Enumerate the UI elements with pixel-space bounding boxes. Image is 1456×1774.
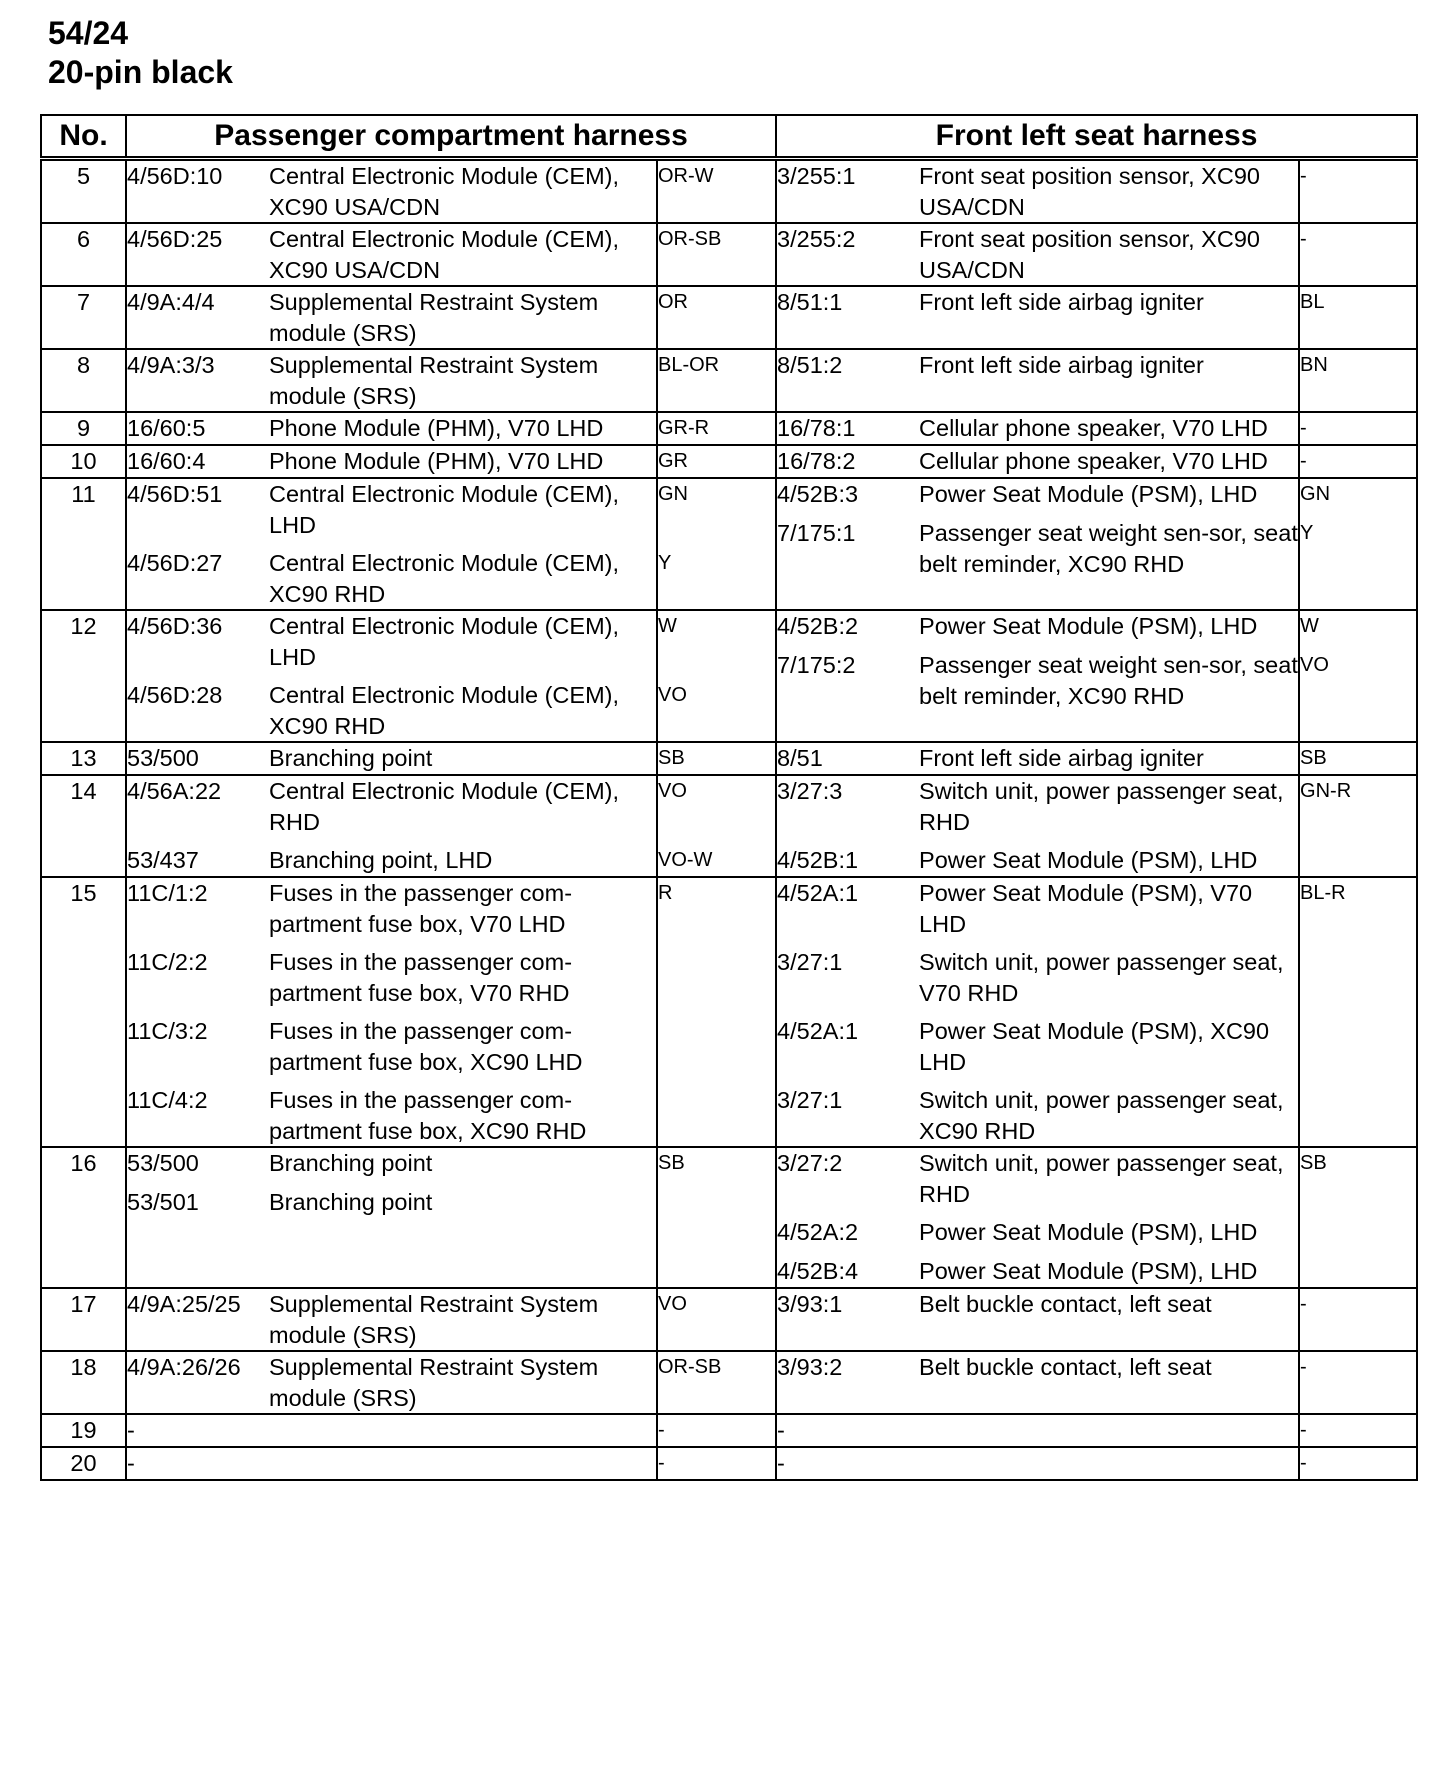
passenger-component-desc: Branching point bbox=[269, 745, 433, 771]
seat-wire-color-cell bbox=[1299, 223, 1417, 286]
seat-wire-color-cell bbox=[1299, 775, 1417, 877]
passenger-code-cell bbox=[126, 286, 269, 349]
seat-wire-color: - bbox=[1300, 417, 1307, 439]
passenger-connector-code: - bbox=[127, 1417, 135, 1443]
connector-title bbox=[48, 14, 233, 92]
seat-code-cell bbox=[776, 1288, 919, 1351]
seat-desc-cell bbox=[919, 1414, 1299, 1447]
passenger-code-cell bbox=[126, 1414, 269, 1447]
seat-code-cell bbox=[776, 223, 919, 286]
passenger-connector-code: 4/9A:3/3 bbox=[127, 352, 215, 378]
seat-component-desc: Switch unit, power passenger seat, XC90 RHD bbox=[919, 1087, 1284, 1144]
table-row bbox=[41, 478, 1417, 610]
seat-component-desc: Power Seat Module (PSM), LHD bbox=[919, 481, 1258, 507]
passenger-component-desc bbox=[269, 1448, 656, 1479]
table-row bbox=[41, 1414, 1417, 1447]
passenger-wire-color: SB bbox=[658, 747, 685, 769]
passenger-wire-color: OR-SB bbox=[658, 1356, 722, 1378]
table-row bbox=[41, 1288, 1417, 1351]
seat-connector-code: 4/52B:4 bbox=[777, 1258, 859, 1284]
pin-number: 11 bbox=[41, 478, 126, 610]
table-row bbox=[41, 286, 1417, 349]
seat-component-desc: Front left side airbag igniter bbox=[919, 745, 1204, 771]
seat-wire-color-cell bbox=[1299, 286, 1417, 349]
seat-wire-color: SB bbox=[1300, 747, 1327, 769]
passenger-connector-code: 4/9A:25/25 bbox=[127, 1291, 241, 1317]
seat-component-desc: Power Seat Module (PSM), LHD bbox=[919, 847, 1258, 873]
passenger-code-cell bbox=[126, 349, 269, 412]
seat-desc-cell bbox=[919, 1351, 1299, 1414]
seat-connector-code: 3/93:1 bbox=[777, 1291, 843, 1317]
seat-connector-code: - bbox=[777, 1450, 785, 1476]
pin-number: 15 bbox=[41, 877, 126, 1147]
passenger-desc-cell bbox=[269, 349, 657, 412]
passenger-component-desc: Supplemental Restraint System module (SRS) bbox=[269, 352, 599, 409]
seat-component-desc: Power Seat Module (PSM), XC90 LHD bbox=[919, 1018, 1270, 1075]
seat-code-cell bbox=[776, 349, 919, 412]
passenger-component-desc: Central Electronic Module (CEM), XC90 RHD bbox=[269, 550, 619, 607]
passenger-code-cell bbox=[126, 1447, 269, 1480]
seat-connector-code: 7/175:1 bbox=[777, 520, 856, 546]
seat-component-desc: Cellular phone speaker, V70 LHD bbox=[919, 415, 1268, 441]
seat-component-desc: Power Seat Module (PSM), LHD bbox=[919, 1258, 1258, 1284]
table-row bbox=[41, 1447, 1417, 1480]
seat-component-desc: Belt buckle contact, left seat bbox=[919, 1354, 1212, 1380]
passenger-connector-code: 4/56D:51 bbox=[127, 481, 223, 507]
seat-wire-color-cell bbox=[1299, 742, 1417, 775]
seat-code-cell bbox=[776, 1351, 919, 1414]
passenger-component-desc: Central Electronic Module (CEM), LHD bbox=[269, 613, 619, 670]
seat-wire-color: Y bbox=[1300, 522, 1314, 544]
seat-component-desc: Passenger seat weight sen-sor, seat belt reminder, XC90 RHD bbox=[919, 652, 1298, 709]
seat-component-desc bbox=[919, 1448, 1298, 1479]
seat-connector-code: 4/52A:1 bbox=[777, 880, 859, 906]
passenger-code-cell bbox=[126, 775, 269, 877]
passenger-desc-cell bbox=[269, 159, 657, 224]
seat-wire-color-cell bbox=[1299, 1288, 1417, 1351]
seat-code-cell bbox=[776, 286, 919, 349]
passenger-wire-color-cell bbox=[657, 412, 776, 445]
passenger-component-desc: Central Electronic Module (CEM), XC90 USA/CDN bbox=[269, 226, 619, 283]
passenger-component-desc: Branching point bbox=[269, 1150, 433, 1176]
passenger-connector-code: 16/60:5 bbox=[127, 415, 206, 441]
seat-connector-code: 3/27:1 bbox=[777, 949, 843, 975]
pin-number: 5 bbox=[41, 159, 126, 224]
passenger-wire-color-cell bbox=[657, 1288, 776, 1351]
seat-wire-color-cell bbox=[1299, 1147, 1417, 1288]
passenger-wire-color-cell bbox=[657, 1414, 776, 1447]
passenger-wire-color-cell bbox=[657, 159, 776, 224]
passenger-connector-code: 4/56D:28 bbox=[127, 682, 223, 708]
pin-number: 10 bbox=[41, 445, 126, 478]
passenger-connector-code: 4/56D:36 bbox=[127, 613, 223, 639]
passenger-desc-cell bbox=[269, 775, 657, 877]
seat-component-desc: Cellular phone speaker, V70 LHD bbox=[919, 448, 1268, 474]
header-passenger-harness: Passenger compartment harness bbox=[126, 115, 776, 159]
seat-code-cell bbox=[776, 775, 919, 877]
seat-code-cell bbox=[776, 742, 919, 775]
table-row bbox=[41, 610, 1417, 742]
passenger-wire-color-cell bbox=[657, 223, 776, 286]
seat-code-cell bbox=[776, 1414, 919, 1447]
seat-connector-code: 3/93:2 bbox=[777, 1354, 843, 1380]
header-no: No. bbox=[41, 115, 126, 159]
passenger-code-cell bbox=[126, 610, 269, 742]
seat-wire-color: - bbox=[1300, 450, 1307, 472]
passenger-component-desc: Supplemental Restraint System module (SRS) bbox=[269, 1291, 599, 1348]
connector-id: 54/24 bbox=[48, 15, 129, 51]
seat-wire-color-cell bbox=[1299, 349, 1417, 412]
pin-number: 14 bbox=[41, 775, 126, 877]
seat-wire-color: - bbox=[1300, 165, 1307, 187]
seat-desc-cell bbox=[919, 1288, 1299, 1351]
passenger-wire-color-cell bbox=[657, 1351, 776, 1414]
table-row bbox=[41, 412, 1417, 445]
seat-wire-color: - bbox=[1300, 228, 1307, 250]
seat-connector-code: 3/27:2 bbox=[777, 1150, 843, 1176]
seat-desc-cell bbox=[919, 610, 1299, 742]
passenger-connector-code: 4/56D:25 bbox=[127, 226, 223, 252]
seat-connector-code: 4/52A:2 bbox=[777, 1219, 859, 1245]
passenger-code-cell bbox=[126, 159, 269, 224]
seat-wire-color-cell bbox=[1299, 445, 1417, 478]
passenger-component-desc: Supplemental Restraint System module (SRS) bbox=[269, 1354, 599, 1411]
table-row bbox=[41, 1147, 1417, 1288]
passenger-code-cell bbox=[126, 877, 269, 1147]
seat-connector-code: 7/175:2 bbox=[777, 652, 856, 678]
passenger-code-cell bbox=[126, 1147, 269, 1288]
passenger-component-desc: Central Electronic Module (CEM), XC90 RHD bbox=[269, 682, 619, 739]
pin-number: 17 bbox=[41, 1288, 126, 1351]
passenger-component-desc: Central Electronic Module (CEM), RHD bbox=[269, 778, 619, 835]
passenger-wire-color: VO bbox=[658, 1293, 687, 1315]
passenger-desc-cell bbox=[269, 1414, 657, 1447]
passenger-wire-color: GR-R bbox=[658, 417, 710, 439]
seat-wire-color: VO bbox=[1300, 654, 1329, 676]
passenger-code-cell bbox=[126, 1288, 269, 1351]
seat-wire-color: GN bbox=[1300, 483, 1331, 505]
seat-connector-code: 4/52A:1 bbox=[777, 1018, 859, 1044]
passenger-wire-color: BL-OR bbox=[658, 354, 720, 376]
passenger-connector-code: 53/500 bbox=[127, 745, 199, 771]
passenger-component-desc: Fuses in the passenger com-partment fuse box, V70 LHD bbox=[269, 880, 573, 937]
passenger-wire-color-cell bbox=[657, 775, 776, 877]
seat-component-desc: Switch unit, power passenger seat, V70 RHD bbox=[919, 949, 1284, 1006]
passenger-desc-cell bbox=[269, 742, 657, 775]
seat-component-desc: Front seat position sensor, XC90 USA/CDN bbox=[919, 226, 1260, 283]
header-seat-harness: Front left seat harness bbox=[776, 115, 1417, 159]
seat-wire-color: BL bbox=[1300, 291, 1325, 313]
seat-connector-code: 8/51:2 bbox=[777, 352, 843, 378]
passenger-component-desc: Fuses in the passenger com-partment fuse box, XC90 LHD bbox=[269, 1018, 583, 1075]
seat-wire-color: BN bbox=[1300, 354, 1328, 376]
passenger-wire-color-cell bbox=[657, 610, 776, 742]
seat-wire-color-cell bbox=[1299, 159, 1417, 224]
seat-wire-color-cell bbox=[1299, 478, 1417, 610]
passenger-connector-code: 4/9A:4/4 bbox=[127, 289, 215, 315]
passenger-wire-color: OR-W bbox=[658, 165, 714, 187]
seat-desc-cell bbox=[919, 877, 1299, 1147]
pin-number: 7 bbox=[41, 286, 126, 349]
passenger-wire-color-cell bbox=[657, 286, 776, 349]
passenger-code-cell bbox=[126, 445, 269, 478]
passenger-wire-color: VO bbox=[658, 780, 687, 802]
passenger-code-cell bbox=[126, 478, 269, 610]
table-row bbox=[41, 742, 1417, 775]
seat-wire-color: - bbox=[1300, 1452, 1307, 1474]
seat-component-desc: Power Seat Module (PSM), LHD bbox=[919, 613, 1258, 639]
seat-component-desc: Belt buckle contact, left seat bbox=[919, 1291, 1212, 1317]
pin-number: 12 bbox=[41, 610, 126, 742]
seat-connector-code: 8/51 bbox=[777, 745, 823, 771]
seat-component-desc: Switch unit, power passenger seat, RHD bbox=[919, 1150, 1284, 1207]
passenger-code-cell bbox=[126, 742, 269, 775]
seat-wire-color: BL-R bbox=[1300, 882, 1346, 904]
seat-connector-code: 3/255:2 bbox=[777, 226, 856, 252]
passenger-component-desc: Central Electronic Module (CEM), LHD bbox=[269, 481, 619, 538]
passenger-desc-cell bbox=[269, 412, 657, 445]
passenger-component-desc: Phone Module (PHM), V70 LHD bbox=[269, 448, 604, 474]
passenger-wire-color-cell bbox=[657, 349, 776, 412]
pin-number: 16 bbox=[41, 1147, 126, 1288]
table-row bbox=[41, 349, 1417, 412]
passenger-desc-cell bbox=[269, 445, 657, 478]
table-row bbox=[41, 223, 1417, 286]
seat-connector-code: 3/255:1 bbox=[777, 163, 856, 189]
passenger-component-desc: Central Electronic Module (CEM), XC90 USA/CDN bbox=[269, 163, 619, 220]
seat-wire-color-cell bbox=[1299, 1414, 1417, 1447]
passenger-wire-color: W bbox=[658, 615, 677, 637]
seat-desc-cell bbox=[919, 349, 1299, 412]
passenger-desc-cell bbox=[269, 1147, 657, 1288]
passenger-desc-cell bbox=[269, 286, 657, 349]
passenger-wire-color: OR-SB bbox=[658, 228, 722, 250]
table-row bbox=[41, 1351, 1417, 1414]
passenger-desc-cell bbox=[269, 223, 657, 286]
seat-desc-cell bbox=[919, 775, 1299, 877]
seat-code-cell bbox=[776, 445, 919, 478]
table-row bbox=[41, 159, 1417, 224]
passenger-desc-cell bbox=[269, 1447, 657, 1480]
passenger-connector-code: 53/501 bbox=[127, 1189, 199, 1215]
passenger-component-desc bbox=[269, 1415, 656, 1446]
seat-code-cell bbox=[776, 159, 919, 224]
seat-desc-cell bbox=[919, 223, 1299, 286]
seat-wire-color: W bbox=[1300, 615, 1319, 637]
connector-description: 20-pin black bbox=[48, 54, 233, 90]
passenger-desc-cell bbox=[269, 610, 657, 742]
passenger-wire-color: GN bbox=[658, 483, 688, 505]
passenger-connector-code: 16/60:4 bbox=[127, 448, 206, 474]
seat-wire-color: SB bbox=[1300, 1152, 1327, 1174]
seat-desc-cell bbox=[919, 445, 1299, 478]
seat-wire-color-cell bbox=[1299, 412, 1417, 445]
seat-connector-code: 16/78:1 bbox=[777, 415, 856, 441]
seat-component-desc: Switch unit, power passenger seat, RHD bbox=[919, 778, 1284, 835]
seat-wire-color-cell bbox=[1299, 877, 1417, 1147]
pin-number: 18 bbox=[41, 1351, 126, 1414]
seat-component-desc bbox=[919, 1415, 1298, 1446]
seat-component-desc: Passenger seat weight sen-sor, seat belt reminder, XC90 RHD bbox=[919, 520, 1298, 577]
passenger-wire-color-cell bbox=[657, 1447, 776, 1480]
seat-desc-cell bbox=[919, 1447, 1299, 1480]
passenger-wire-color-cell bbox=[657, 877, 776, 1147]
passenger-component-desc: Fuses in the passenger com-partment fuse box, V70 RHD bbox=[269, 949, 573, 1006]
seat-wire-color: - bbox=[1300, 1356, 1307, 1378]
passenger-wire-color: OR bbox=[658, 291, 688, 313]
passenger-code-cell bbox=[126, 1351, 269, 1414]
table-row bbox=[41, 877, 1417, 1147]
seat-connector-code: 3/27:3 bbox=[777, 778, 843, 804]
pinout-table bbox=[40, 114, 1418, 1481]
passenger-component-desc: Supplemental Restraint System module (SRS) bbox=[269, 289, 599, 346]
passenger-component-desc: Branching point bbox=[269, 1189, 433, 1215]
passenger-component-desc: Branching point, LHD bbox=[269, 847, 493, 873]
passenger-wire-color: GR bbox=[658, 450, 688, 472]
seat-wire-color-cell bbox=[1299, 610, 1417, 742]
passenger-desc-cell bbox=[269, 478, 657, 610]
passenger-connector-code: 53/500 bbox=[127, 1150, 199, 1176]
table-row bbox=[41, 775, 1417, 877]
passenger-wire-color: VO bbox=[658, 684, 687, 706]
passenger-wire-color: Y bbox=[658, 552, 672, 574]
passenger-desc-cell bbox=[269, 1351, 657, 1414]
passenger-wire-color: VO-W bbox=[658, 849, 713, 871]
seat-wire-color: - bbox=[1300, 1293, 1307, 1315]
seat-component-desc: Front seat position sensor, XC90 USA/CDN bbox=[919, 163, 1260, 220]
seat-wire-color-cell bbox=[1299, 1447, 1417, 1480]
table-header-row bbox=[41, 115, 1417, 159]
passenger-wire-color: - bbox=[658, 1452, 665, 1474]
seat-code-cell bbox=[776, 1147, 919, 1288]
passenger-code-cell bbox=[126, 412, 269, 445]
seat-connector-code: 4/52B:2 bbox=[777, 613, 859, 639]
seat-connector-code: 4/52B:1 bbox=[777, 847, 859, 873]
passenger-wire-color: R bbox=[658, 882, 673, 904]
passenger-connector-code: 4/9A:26/26 bbox=[127, 1354, 241, 1380]
pin-number: 9 bbox=[41, 412, 126, 445]
seat-connector-code: - bbox=[777, 1417, 785, 1443]
passenger-wire-color-cell bbox=[657, 478, 776, 610]
seat-desc-cell bbox=[919, 286, 1299, 349]
pin-number: 19 bbox=[41, 1414, 126, 1447]
seat-code-cell bbox=[776, 610, 919, 742]
seat-code-cell bbox=[776, 877, 919, 1147]
seat-desc-cell bbox=[919, 1147, 1299, 1288]
seat-connector-code: 8/51:1 bbox=[777, 289, 843, 315]
passenger-desc-cell bbox=[269, 1288, 657, 1351]
passenger-desc-cell bbox=[269, 877, 657, 1147]
passenger-connector-code: 11C/1:2 bbox=[127, 880, 208, 906]
passenger-code-cell bbox=[126, 223, 269, 286]
passenger-wire-color-cell bbox=[657, 1147, 776, 1288]
seat-desc-cell bbox=[919, 159, 1299, 224]
passenger-connector-code: 4/56D:27 bbox=[127, 550, 223, 576]
seat-wire-color-cell bbox=[1299, 1351, 1417, 1414]
pin-number: 20 bbox=[41, 1447, 126, 1480]
passenger-connector-code: 11C/3:2 bbox=[127, 1018, 208, 1044]
seat-wire-color: - bbox=[1300, 1419, 1307, 1441]
passenger-wire-color-cell bbox=[657, 742, 776, 775]
passenger-connector-code: - bbox=[127, 1450, 135, 1476]
passenger-wire-color-cell bbox=[657, 445, 776, 478]
seat-component-desc: Front left side airbag igniter bbox=[919, 352, 1204, 378]
seat-code-cell bbox=[776, 1447, 919, 1480]
seat-component-desc: Power Seat Module (PSM), LHD bbox=[919, 1219, 1258, 1245]
seat-desc-cell bbox=[919, 478, 1299, 610]
pin-number: 13 bbox=[41, 742, 126, 775]
seat-component-desc: Front left side airbag igniter bbox=[919, 289, 1204, 315]
seat-connector-code: 3/27:1 bbox=[777, 1087, 843, 1113]
pin-number: 8 bbox=[41, 349, 126, 412]
seat-desc-cell bbox=[919, 742, 1299, 775]
passenger-connector-code: 11C/4:2 bbox=[127, 1087, 208, 1113]
seat-desc-cell bbox=[919, 412, 1299, 445]
passenger-wire-color: - bbox=[658, 1419, 665, 1441]
passenger-wire-color: SB bbox=[658, 1152, 685, 1174]
seat-component-desc: Power Seat Module (PSM), V70 LHD bbox=[919, 880, 1253, 937]
seat-connector-code: 16/78:2 bbox=[777, 448, 856, 474]
seat-wire-color: GN-R bbox=[1300, 780, 1352, 802]
passenger-component-desc: Phone Module (PHM), V70 LHD bbox=[269, 415, 604, 441]
table-row bbox=[41, 445, 1417, 478]
table-body bbox=[41, 159, 1417, 1481]
passenger-component-desc: Fuses in the passenger com-partment fuse box, XC90 RHD bbox=[269, 1087, 587, 1144]
seat-code-cell bbox=[776, 412, 919, 445]
passenger-connector-code: 4/56A:22 bbox=[127, 778, 222, 804]
passenger-connector-code: 4/56D:10 bbox=[127, 163, 223, 189]
seat-connector-code: 4/52B:3 bbox=[777, 481, 859, 507]
passenger-connector-code: 11C/2:2 bbox=[127, 949, 208, 975]
passenger-connector-code: 53/437 bbox=[127, 847, 199, 873]
seat-code-cell bbox=[776, 478, 919, 610]
pin-number: 6 bbox=[41, 223, 126, 286]
